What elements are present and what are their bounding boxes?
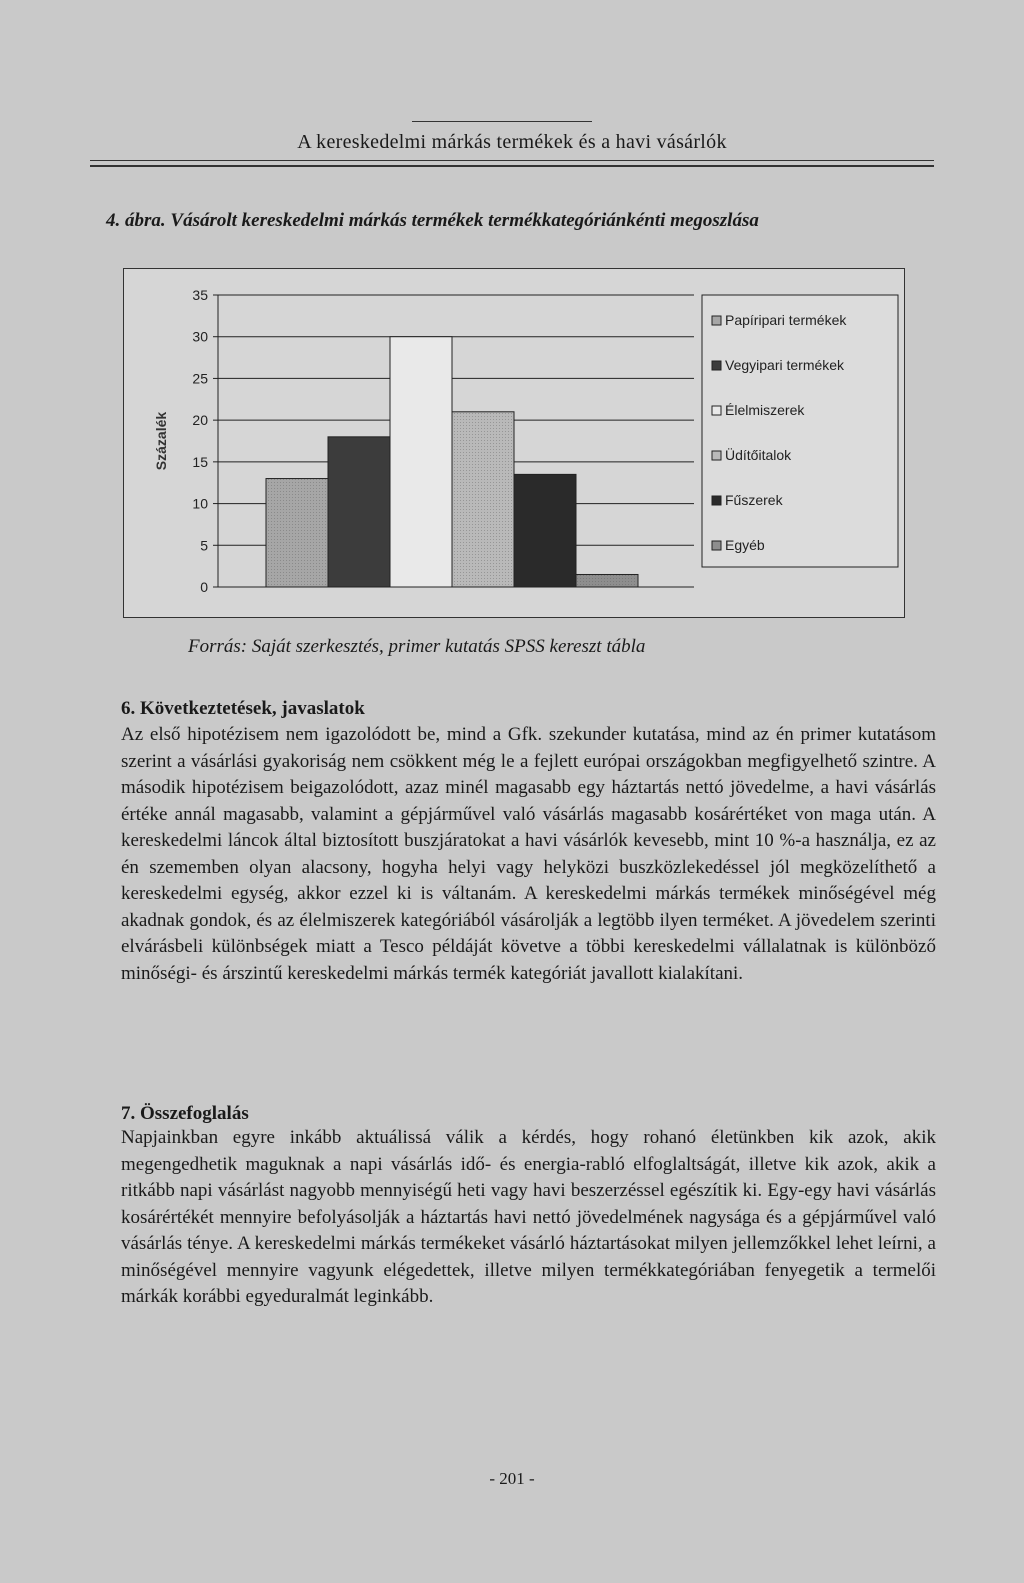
figure-source: Forrás: Saját szerkesztés, primer kutatás SPSS kereszt tábla: [188, 636, 646, 657]
section-7-heading: 7. Összefoglalás: [121, 1103, 249, 1124]
bar: [390, 337, 452, 587]
legend-label: Üdítőitalok: [725, 447, 792, 463]
legend-swatch: [712, 496, 721, 505]
y-tick-label: 20: [192, 412, 208, 429]
legend-label: Egyéb: [725, 537, 765, 553]
legend-swatch: [712, 406, 721, 415]
bar-texture: [266, 479, 328, 587]
y-tick-label: 5: [200, 537, 208, 554]
section-7-body: [121, 1125, 936, 1311]
section-6-heading: 6. Következtetések, javaslatok: [121, 698, 365, 719]
legend-swatch: [712, 361, 721, 370]
legend-box: [702, 295, 898, 567]
header-rule-top: [90, 160, 934, 161]
legend-label: Papíripari termékek: [725, 312, 847, 328]
bar-chart: [124, 269, 904, 617]
legend-label: Fűszerek: [725, 492, 783, 508]
section-7-paragraph: Napjainkban egyre inkább aktuálissá válik a kérdés, hogy rohanó életünkben kik azok, akik megengedhetik maguknak a napi vásárlás idő- és energia-rabló elfoglaltságát, illetve kik azok, akik a ritkább napi vásárlást nagyobb mennyiségű heti vagy havi beszerzéssel egészítik ki. Egy-egy havi vásárlás kosárértékét mennyire befolyásolják a háztartás havi nettó jövedelmének nagysága és a gépjárművel való vásárlás ténye. A kereskedelmi márkás termékeket vásárló háztartásokat milyen jellemzőkkel lehet leírni, a minőségével mennyire vagyunk elégedettek, illetve milyen termékkategóriában fenyegetik a termelői márkák korábbi egyeduralmát leginkább.: [121, 1127, 936, 1307]
bar-texture: [452, 412, 514, 587]
y-tick-label: 15: [192, 453, 208, 470]
legend-swatch: [712, 316, 721, 325]
figure-caption: [106, 210, 759, 232]
bar: [514, 474, 576, 587]
chart-frame: [123, 268, 905, 618]
y-tick-label: 0: [200, 579, 208, 595]
page-number: - 201 -: [489, 1469, 535, 1488]
y-axis-label: Százalék: [153, 411, 169, 471]
y-tick-label: 30: [192, 328, 208, 345]
section-6-paragraph: Az első hipotézisem nem igazolódott be, mind a Gfk. szekunder kutatása, mind az én primer kutatásom szerint a vásárlási gyakoriság nem csökkent még le a fejlett európai országokban megfigyelhető szintre. A második hipotézisem beigazolódott, azaz minél magasabb egy háztartás nettó jövedelme, a havi vásárlás értéke annál magasabb, valamint a gépjárművel való vásárlás magasabb kosárértéket von maga után. A kereskedelmi láncok által biztosított buszjáratokat a havi vásárlók kevesebb, mint 10 %-a használja, ez az én szememben olyan alacsony, hogyha helyi vagy helyközi buszközlekedéssel jól megközelíthető a kereskedelmi egység, akkor ezzel ki is váltanám. A kereskedelmi márkás termékek minőségével még akadnak gondok, és az élelmiszerek kategóriából vásárolják a legtöbb ilyen terméket. A jövedelem szerinti elvárásbeli különbségek miatt a Tesco példáját követve a többi kereskedelmi vállalatnak is különböző minőségi- és árszintű kereskedelmi márkás termék kategóriát javallott kialakítani.: [121, 724, 936, 984]
bar: [328, 437, 390, 587]
section-6-body: [121, 722, 936, 987]
figure-title: Vásárolt kereskedelmi márkás termékek termékkategóriánkénti megoszlása: [170, 210, 759, 231]
bar-texture: [576, 574, 638, 587]
y-tick-label: 25: [192, 370, 208, 387]
legend-swatch: [712, 541, 721, 550]
header-rule-bottom: [90, 165, 934, 167]
legend-label: Vegyipari termékek: [725, 357, 845, 373]
legend-swatch: [712, 451, 721, 460]
y-tick-label: 35: [192, 287, 208, 303]
running-head: A kereskedelmi márkás termékek és a havi vásárlók: [297, 131, 727, 153]
top-rule: [412, 121, 592, 122]
legend: [702, 295, 898, 567]
figure-label: 4. ábra.: [106, 210, 166, 231]
y-tick-label: 10: [192, 495, 208, 512]
legend-label: Élelmiszerek: [725, 402, 805, 418]
